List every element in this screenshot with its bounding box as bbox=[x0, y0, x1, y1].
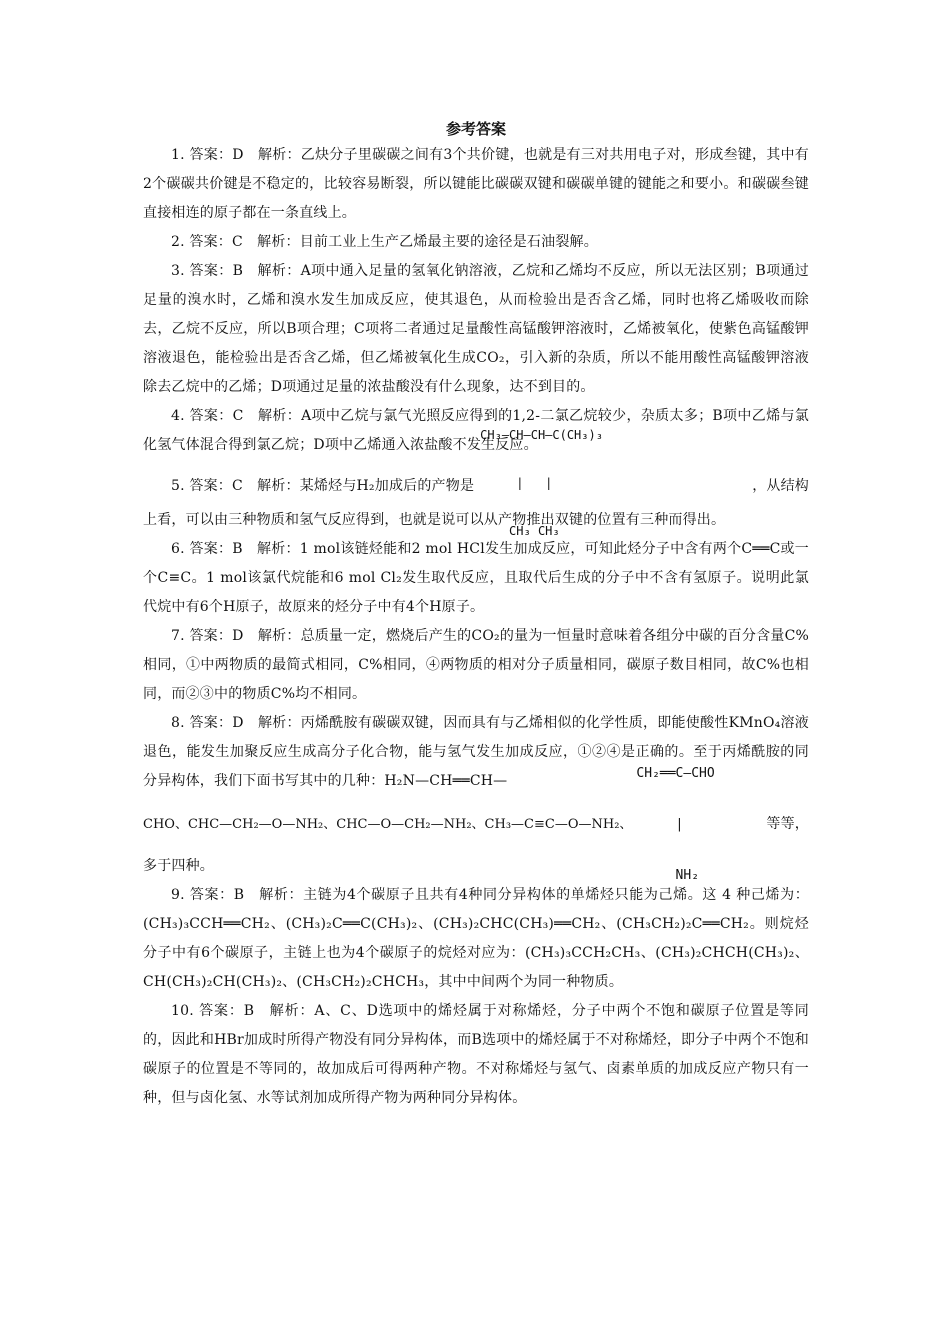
answer-8-tail: 等等， bbox=[766, 815, 809, 832]
answer-5-structure-mid: | | bbox=[480, 476, 553, 490]
answer-3: 3. 答案：B 解析：A项中通入足量的氢氧化钠溶液，乙烷和乙烯均不反应，所以无法区别；B项通过足量的溴水时，乙烯和溴水发生加成反应，使其退色，从而检验出是否含乙烯，同时也将乙烯吸收而除去，乙烷不反应，所以B项合理；C项将二者通过足量酸性高锰酸钾溶液时，乙烯被氧化，使紫色高锰酸钾溶液退色，能检验出是否含乙烯，但乙烯被氧化生成CO₂，引入新的杂质，所以不能用酸性高锰酸钾溶液除去乙烷中的乙烯；D项通过足量的浓盐酸没有什么现象，达不到目的。 bbox=[143, 263, 809, 395]
answer-6: 6. 答案：B 解析：1 mol该链烃能和2 mol HCl发生加成反应，可知此烃分子中含有两个C══C或一个C≡C。1 mol该氯代烷能和6 mol Cl₂发生取代反应，且取代后生成的分子中不含有氢原子。说明此氯代烷中有6个H原子，故原来的烃分子中有4个H原子。 bbox=[143, 541, 809, 615]
answer-8-structure-mid: | bbox=[636, 816, 684, 832]
answer-5-structure-bot: CH₃ CH₃ bbox=[480, 524, 560, 538]
answer-5-structure bbox=[480, 395, 603, 571]
answer-10: 10. 答案：B 解析：A、C、D选项中的烯烃属于对称烯烃，分子中两个不饱和碳原子位置是等同的，因此和HBr加成时所得产物没有同分异构体，而B选项中的烯烃属于不对称烯烃，即分子中两个不饱和碳原子的位置是不等同的，故加成后可得两种产物。不对称烯烃与氢气、卤素单质的加成反应产物只有一种，但与卤化氢、水等试剂加成所得产物为两种同分异构体。 bbox=[143, 1003, 809, 1106]
answer-5-tail: ，从结构 bbox=[752, 477, 809, 494]
answer-7: 7. 答案：D 解析：总质量一定，燃烧后产生的CO₂的量为一恒量时意味着各组分中碳的百分含量C%相同，①中两物质的最简式相同，C%相同，④两物质的相对分子质量相同，碳原子数目相同，故C%也相同，而②③中的物质C%均不相同。 bbox=[143, 628, 809, 702]
answer-2: 2. 答案：C 解析：目前工业上生产乙烯最主要的途径是石油裂解。 bbox=[171, 234, 598, 250]
page-title: 参考答案 bbox=[445, 120, 506, 138]
answer-8-structure bbox=[636, 731, 714, 918]
answer-5-continuation: 上看，可以由三种物质和氢气反应得到，也就是说可以从产物推出双键的位置有三种而得出。 bbox=[143, 512, 726, 528]
answer-8-isomers: CHO、CHC—CH₂—O—NH₂、CHC—O—CH₂—NH₂、CH₃—C≡C—O—NH₂、 bbox=[143, 816, 633, 832]
answer-9: 9. 答案：B 解析：主链为4个碳原子且共有4种同分异构体的单烯烃只能为己烯。这 4 种己烯为：(CH₃)₃CCH══CH₂、(CH₃)₂C══C(CH₃)₂、(CH₃)₂CHC(CH₃)══CH₂、(CH₃CH₂)₂C══CH₂。则烷烃分子中有6个碳原子，主链上也为4个碳原子的烷烃对应为：(CH₃)₃CCH₂CH₃、(CH₃)₂CHCH(CH₃)₂、CH(CH₃)₂CH(CH₃)₂、(CH₃CH₂)₂CHCH₃，其中中间两个为同一种物质。 bbox=[143, 887, 809, 990]
answer-4: 4. 答案：C 解析：A项中乙烷与氯气光照反应得到的1,2-二氯乙烷较少，杂质太多；B项中乙烯与氯化氢气体混合得到氯乙烷；D项中乙烯通入浓盐酸不发生反应。 bbox=[143, 408, 809, 453]
answer-5-structure-top: CH₃—CH—CH—C(CH₃)₃ bbox=[480, 428, 603, 442]
answer-8-structure-bot: NH₂ bbox=[636, 867, 700, 883]
answer-1: 1. 答案：D 解析：乙炔分子里碳碳之间有3个共价键，也就是有三对共用电子对，形成叁键，其中有2个碳碳共价键是不稳定的，比较容易断裂，所以键能比碳碳双键和碳碳单键的键能之和要小。和碳碳叁键直接相连的原子都在一条直线上。 bbox=[143, 147, 809, 221]
answer-8-structure-top: CH₂══C—CHO bbox=[636, 765, 715, 781]
answer-5-text: 5. 答案：C 解析：某烯烃与H₂加成后的产物是 bbox=[171, 477, 475, 494]
answer-page bbox=[143, 118, 809, 1113]
answer-8-continuation: 多于四种。 bbox=[143, 858, 214, 874]
answer-8: 8. 答案：D 解析：丙烯酰胺有碳碳双键，因而具有与乙烯相似的化学性质，即能使酸性KMnO₄溶液退色，能发生加聚反应生成高分子化合物，能与氢气发生加成反应，①②④是正确的。至于丙烯酰胺的同分异构体，我们下面书写其中的几种：H₂N—CH══CH— bbox=[143, 715, 809, 789]
